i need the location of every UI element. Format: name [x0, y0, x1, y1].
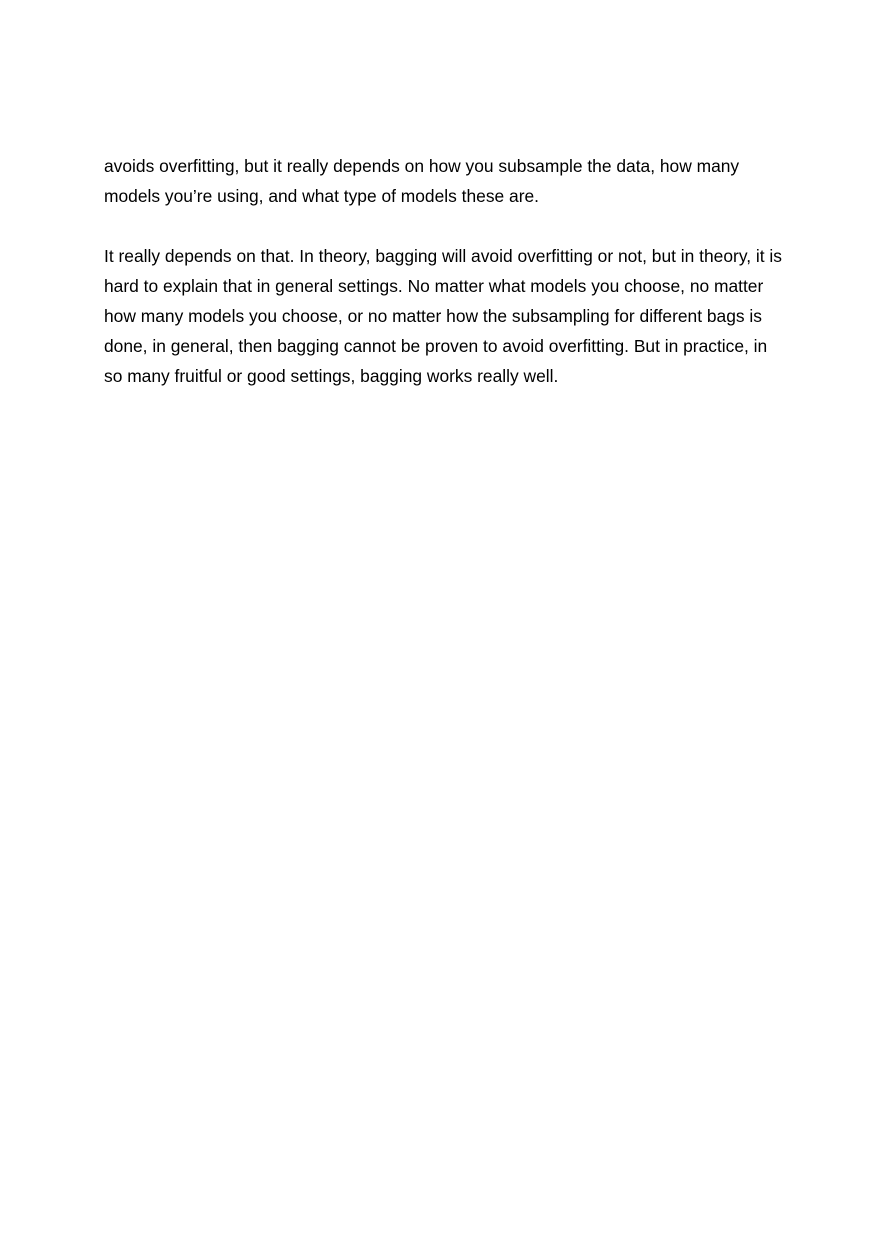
document-body [104, 151, 784, 421]
paragraph-line: so many fruitful or good settings, bagging works really well. [104, 366, 559, 386]
paragraph-line: It really depends on that. In theory, bagging will avoid overfitting or not, but in theory, it is [104, 246, 782, 266]
paragraph-1 [104, 151, 784, 211]
paragraph-line: hard to explain that in general settings. No matter what models you choose, no matter [104, 276, 764, 296]
paragraph-line: avoids overfitting, but it really depends on how you subsample the data, how many [104, 156, 740, 176]
paragraph-line: models you’re using, and what type of models these are. [104, 186, 540, 206]
paragraph-2 [104, 241, 784, 391]
paragraph-line: how many models you choose, or no matter how the subsampling for different bags is [104, 306, 762, 326]
paragraph-line: done, in general, then bagging cannot be proven to avoid overfitting. But in practice, in [104, 336, 768, 356]
